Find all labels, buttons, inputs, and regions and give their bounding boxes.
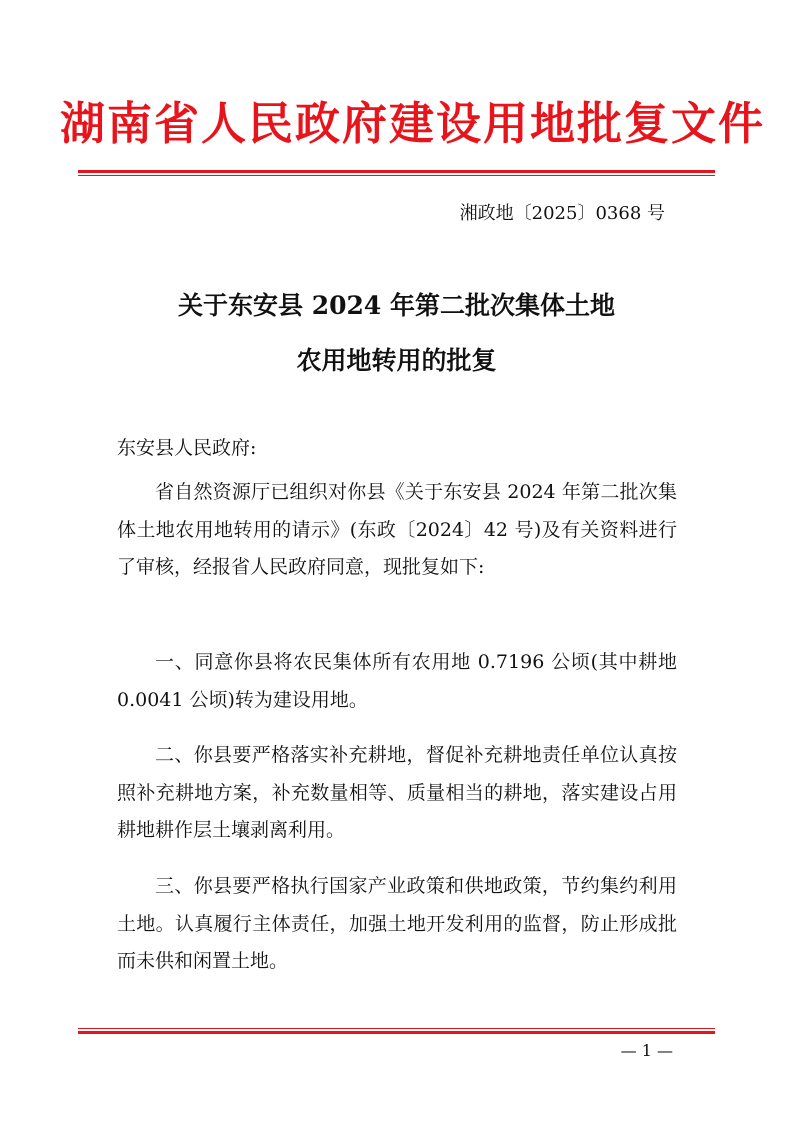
body-paragraph: 二、你县要严格落实补充耕地，督促补充耕地责任单位认真按照补充耕地方案，补充数量相等、质量相当的耕地，落实建设占用耕地耕作层土壤剥离利用。 bbox=[117, 744, 677, 841]
body-paragraph: 三、你县要严格执行国家产业政策和供地政策，节约集约利用土地。认真履行主体责任，加强土地开发利用的监督，防止形成批而未供和闲置土地。 bbox=[117, 875, 677, 972]
salutation: 东安县人民政府: bbox=[117, 437, 257, 459]
footer-red-rule-thick bbox=[78, 1031, 715, 1034]
document-title-line-1: 关于东安县 2024 年第二批次集体土地 bbox=[178, 291, 615, 320]
header-red-rule-thin bbox=[78, 175, 715, 176]
masthead-title: 湖南省人民政府建设用地批复文件 bbox=[60, 97, 766, 150]
page-number: — 1 — bbox=[620, 1041, 673, 1060]
document-number: 湘政地〔2025〕0368 号 bbox=[459, 203, 665, 224]
document-title-line-2: 农用地转用的批复 bbox=[296, 346, 497, 375]
header-red-rule-thick bbox=[78, 170, 715, 173]
body-paragraph: 一、同意你县将农民集体所有农用地 0.7196 公顷(其中耕地 0.0041 公顷)转为建设用地。 bbox=[117, 651, 677, 711]
footer-red-rule-thin bbox=[78, 1028, 715, 1029]
body-paragraph: 省自然资源厅已组织对你县《关于东安县 2024 年第二批次集体土地农用地转用的请示》(东政〔2024〕42 号)及有关资料进行了审核，经报省人民政府同意，现批复如下: bbox=[117, 481, 677, 578]
